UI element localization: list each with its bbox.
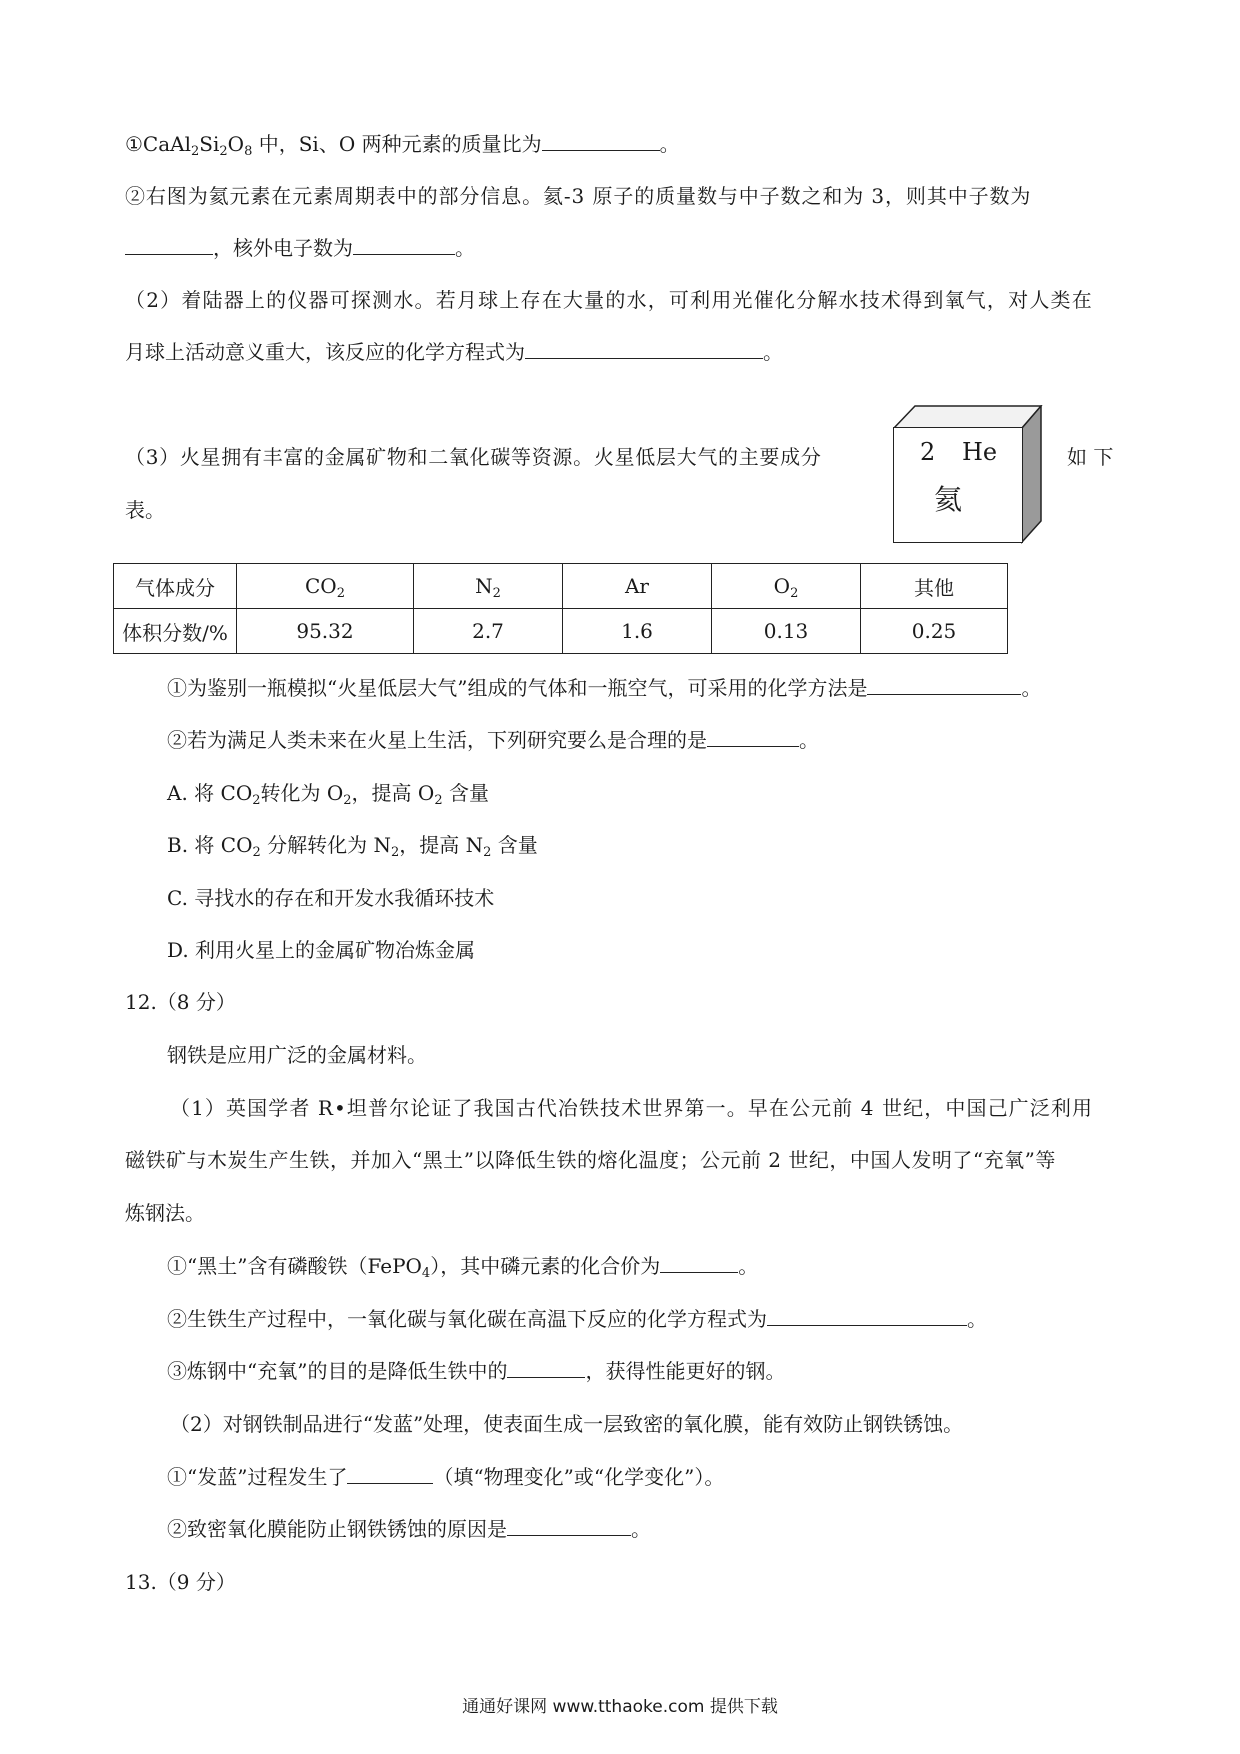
table-cell: 2.7 — [414, 609, 563, 654]
text: 钢铁是应用广泛的金属材料。 — [167, 1043, 427, 1067]
text: Si — [199, 132, 220, 156]
text: （2）对钢铁制品进行“发蓝”处理，使表面生成一层致密的氧化膜，能有效防止钢铁锈蚀。 — [170, 1412, 964, 1436]
q12-intro — [167, 1041, 427, 1069]
answer-blank[interactable] — [507, 1515, 631, 1536]
text: 转化为 O — [260, 781, 344, 805]
text: 。 — [455, 236, 475, 260]
subscript: 2 — [336, 586, 345, 601]
option-a — [167, 779, 489, 807]
text: ①为鉴别一瓶模拟“火星低层大气”组成的气体和一瓶空气，可采用的化学方法是 — [167, 676, 868, 700]
text: （1）英国学者 R•坦普尔论证了我国古代冶铁技术世界第一。早在公元前 4 世纪，中国己广泛利用 — [170, 1096, 1094, 1120]
q11-part3-line2 — [125, 496, 165, 524]
text: 。 — [1021, 676, 1042, 700]
text: ②生铁生产过程中，一氧化碳与氧化碳在高温下反应的化学方程式为 — [167, 1307, 767, 1331]
text: 其他 — [914, 575, 954, 600]
text: 中，Si、O 两种元素的质量比为 — [252, 132, 542, 156]
text: ②右图为氦元素在元素周期表中的部分信息。氦-3 原子的质量数与中子数之和为 3，则其中子数为 — [125, 184, 1032, 208]
q12-sub2 — [167, 1305, 987, 1333]
text: 月球上活动意义重大，该反应的化学方程式为 — [125, 340, 525, 364]
text: CO — [305, 574, 337, 598]
text: A. 将 CO — [167, 781, 253, 805]
q12-part1-line1 — [170, 1094, 1093, 1122]
row-label: 气体成分 — [114, 564, 237, 609]
text: D. 利用火星上的金属矿物冶炼金属 — [167, 938, 476, 962]
text: 含量 — [442, 781, 489, 805]
text: ①“发蓝”过程发生了 — [167, 1465, 348, 1489]
table-row — [114, 564, 1008, 609]
text: ，获得性能更好的钢。 — [585, 1359, 786, 1383]
answer-blank[interactable] — [660, 1252, 738, 1273]
table-cell: 95.32 — [237, 609, 414, 654]
q12-heading — [125, 988, 236, 1016]
subscript: 2 — [492, 586, 501, 601]
element-symbol: He — [962, 438, 998, 466]
table-header — [712, 564, 861, 609]
q11-part3-tail — [1067, 443, 1113, 471]
helium-element-card — [893, 405, 1043, 543]
text: ③炼钢中“充氧”的目的是降低生铁中的 — [167, 1359, 508, 1383]
answer-blank[interactable] — [867, 674, 1021, 695]
q12-part1-line3 — [125, 1199, 205, 1227]
answer-blank[interactable] — [507, 1357, 585, 1378]
text: O — [227, 132, 245, 156]
q12-part2 — [170, 1410, 963, 1438]
text: 含量 — [491, 833, 538, 857]
text: 。 — [799, 728, 819, 752]
subscript: 2 — [390, 845, 400, 860]
table-cell: 1.6 — [563, 609, 712, 654]
answer-blank[interactable] — [707, 726, 799, 747]
table-cell: 0.13 — [712, 609, 861, 654]
table-header — [414, 564, 563, 609]
subscript: 2 — [434, 793, 443, 808]
table-header — [237, 564, 414, 609]
text: ），其中磷元素的化合价为 — [430, 1254, 661, 1278]
text: 。 — [738, 1254, 759, 1278]
q12-part2-sub2 — [167, 1515, 651, 1543]
q12-part1-line2 — [125, 1146, 1056, 1174]
answer-blank[interactable] — [347, 1463, 433, 1484]
answer-blank[interactable] — [353, 234, 455, 255]
text: ①CaAl — [125, 132, 191, 156]
answer-blank[interactable] — [542, 130, 660, 151]
text: 炼钢法。 — [125, 1201, 205, 1225]
text: 磁铁矿与木炭生产生铁，并加入“黑土”以降低生铁的熔化温度；公元前 2 世纪，中国人发明了“充氧”等 — [125, 1148, 1056, 1172]
text: C. 寻找水的存在和开发水我循环技术 — [167, 886, 495, 910]
text: （3）火星拥有丰富的金属矿物和二氧化碳等资源。火星低层大气的主要成分 — [125, 445, 822, 469]
text: 12.（8 分） — [125, 990, 236, 1014]
q11-part3-line1 — [125, 443, 822, 471]
option-b — [167, 831, 538, 859]
answer-blank[interactable] — [125, 234, 213, 255]
subscript: 2 — [191, 144, 200, 159]
q11-part3-sub2 — [167, 726, 819, 754]
subscript: 4 — [421, 1266, 431, 1281]
text: 。 — [631, 1517, 651, 1541]
q12-sub1 — [167, 1252, 758, 1280]
atomic-number: 2 — [920, 438, 936, 466]
table-header — [861, 564, 1008, 609]
q11-sub2-line1 — [125, 182, 1031, 210]
text: 。 — [967, 1307, 987, 1331]
option-c — [167, 884, 494, 912]
row-label: 体积分数/% — [114, 609, 237, 654]
text: Ar — [624, 574, 649, 598]
text: O — [773, 574, 791, 598]
subscript: 2 — [219, 144, 228, 159]
text: ，提高 N — [399, 833, 484, 857]
option-d — [167, 936, 475, 964]
answer-blank[interactable] — [525, 338, 763, 359]
answer-blank[interactable] — [767, 1305, 967, 1326]
q11-sub2-line2 — [125, 234, 475, 262]
text: 。 — [763, 340, 783, 364]
table-header — [563, 564, 712, 609]
text: 13.（9 分） — [125, 1570, 236, 1594]
text: 。 — [659, 132, 680, 156]
text: 如 下 — [1067, 445, 1114, 469]
q11-part2-line1 — [125, 286, 1093, 314]
subscript: 8 — [244, 144, 253, 159]
table-row — [114, 609, 1008, 654]
mars-atmosphere-table — [113, 563, 1008, 654]
page-footer: 通通好课网 www.tthaoke.com 提供下载 — [462, 1697, 778, 1717]
q13-heading — [125, 1568, 236, 1596]
q11-sub1 — [125, 130, 680, 158]
q11-part2-line2 — [125, 338, 783, 366]
q12-part2-sub1 — [167, 1463, 724, 1491]
subscript: 2 — [790, 586, 799, 601]
text: ②致密氧化膜能防止钢铁锈蚀的原因是 — [167, 1517, 507, 1541]
text: 表。 — [125, 498, 165, 522]
text: ①“黑土”含有磷酸铁（FePO — [167, 1254, 422, 1278]
element-face — [893, 427, 1023, 543]
element-name: 氦 — [934, 483, 963, 516]
subscript: 2 — [252, 793, 261, 808]
table-cell: 0.25 — [861, 609, 1008, 654]
text: N — [475, 574, 493, 598]
q12-sub3 — [167, 1357, 785, 1385]
text: ，提高 O — [351, 781, 435, 805]
subscript: 2 — [483, 845, 492, 860]
text: ，核外电子数为 — [213, 236, 353, 260]
subscript: 2 — [343, 793, 352, 808]
text: （2）着陆器上的仪器可探测水。若月球上存在大量的水，可利用光催化分解水技术得到氧气，对人类在 — [125, 288, 1093, 312]
q11-part3-sub1 — [167, 674, 1041, 702]
subscript: 2 — [252, 845, 261, 860]
text: （填“物理变化”或“化学变化”）。 — [433, 1465, 725, 1489]
text: ②若为满足人类未来在火星上生活，下列研究要么是合理的是 — [167, 728, 707, 752]
text: B. 将 CO — [167, 833, 253, 857]
text: 分解转化为 N — [260, 833, 391, 857]
